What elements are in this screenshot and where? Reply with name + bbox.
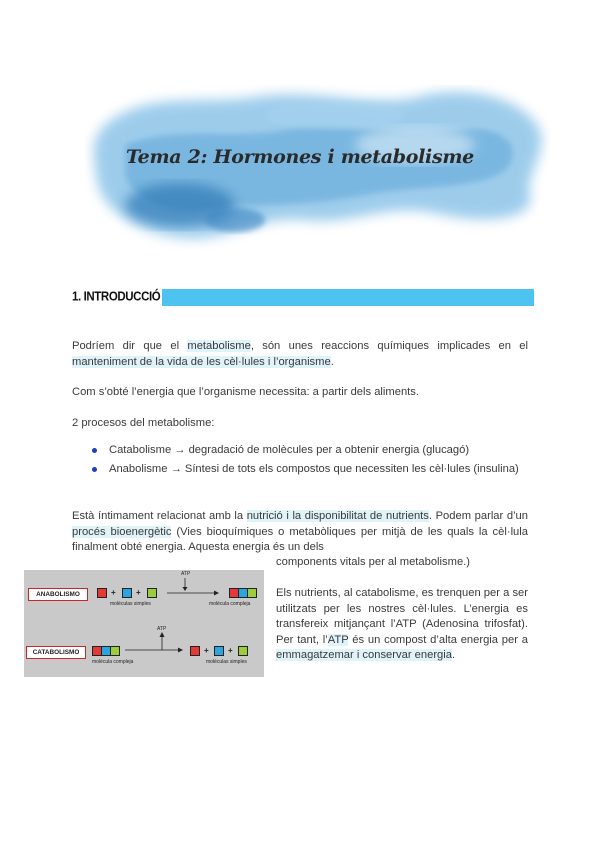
red-molecule — [97, 588, 107, 598]
green-molecule — [247, 588, 257, 598]
reaction-arrow-icon — [164, 576, 224, 598]
complex-molecule-label: molécula compleja — [209, 601, 251, 607]
simple-molecules-label: moléculas simples — [206, 659, 247, 665]
text: (Vies bioquímiques o metabòliques per mitjà de les quals la cèl·lula finalment obté energia. Aquesta energia és un dels — [72, 525, 528, 553]
catabolismo-label: CATABOLISMO — [26, 646, 86, 659]
complex-molecule-label: molécula compleja — [92, 659, 134, 665]
section-bar — [162, 289, 534, 306]
text: . Podem parlar d’un — [428, 510, 528, 522]
atp-label: ATP — [181, 571, 191, 577]
highlight-proces: procés bioenergètic — [72, 525, 172, 538]
section-header — [72, 289, 534, 307]
page-title: Tema 2: Hormones i metabolisme — [126, 146, 474, 168]
anabolismo-label: ANABOLISMO — [28, 588, 88, 601]
metabolism-list — [72, 443, 528, 480]
text: , són unes reaccions químiques implicades en el — [250, 340, 528, 352]
red-molecule — [190, 646, 200, 656]
atp-label: ATP — [157, 626, 167, 632]
paragraph-intro — [72, 339, 528, 370]
plus-sign: + — [111, 588, 116, 597]
section-title: 1. INTRODUCCIÓ — [72, 290, 161, 304]
highlight-metabolisme: metabolisme — [187, 340, 251, 352]
reaction-arrow-icon — [122, 628, 187, 654]
metabolism-diagram — [24, 570, 264, 677]
green-molecule — [238, 646, 248, 656]
highlight-atp: ATP — [327, 633, 349, 646]
text: és un compost d’alta energia per a — [348, 633, 528, 646]
highlight-manteniment: manteniment de la vida de les cèl·lules i l’organisme — [72, 355, 331, 368]
blue-molecule — [214, 646, 224, 656]
bullet-icon — [92, 467, 97, 472]
blue-molecule — [122, 588, 132, 598]
paragraph-nutrition-end: components vitals per al metabolisme.) — [276, 556, 471, 568]
highlight-emmagatzemar: emmagatzemar i conservar energia — [276, 649, 452, 661]
bullet-icon — [92, 448, 97, 453]
highlight-nutricio: nutrició i la disponibilitat de nutrients — [246, 510, 429, 522]
list-item-text: Catabolisme → degradació de molècules per a obtenir energia (glucagó) — [109, 444, 470, 456]
paragraph-nutrition — [72, 509, 528, 556]
text: . — [451, 649, 456, 661]
paragraph-atp — [276, 586, 528, 664]
text: . — [330, 355, 334, 368]
plus-sign: + — [204, 646, 209, 655]
text: Podríem dir que el — [72, 340, 188, 352]
paragraph-energy: Com s’obté l’energia que l’organisme necessita: a partir dels aliments. — [72, 386, 419, 398]
plus-sign: + — [136, 588, 141, 597]
text: Està íntimament relacionat amb la — [72, 510, 247, 522]
list-item-text: Anabolisme → Síntesi de tots els compostos que necessiten les cèl·lules (insulina) — [109, 462, 519, 475]
list-item — [72, 462, 528, 478]
text: Els nutrients, al catabolisme, es trenquen per a ser utilitzats per les nostres cèl·lules. L’energia es transfereix mitjançant l’ATP (Adenosina trifosfat). Per tant, l’ — [276, 587, 528, 646]
green-molecule — [110, 646, 120, 656]
paragraph-processes: 2 procesos del metabolisme: — [72, 417, 215, 429]
plus-sign: + — [228, 646, 233, 655]
simple-molecules-label: moléculas simples — [110, 601, 151, 607]
list-item — [72, 443, 528, 459]
green-molecule — [147, 588, 157, 598]
